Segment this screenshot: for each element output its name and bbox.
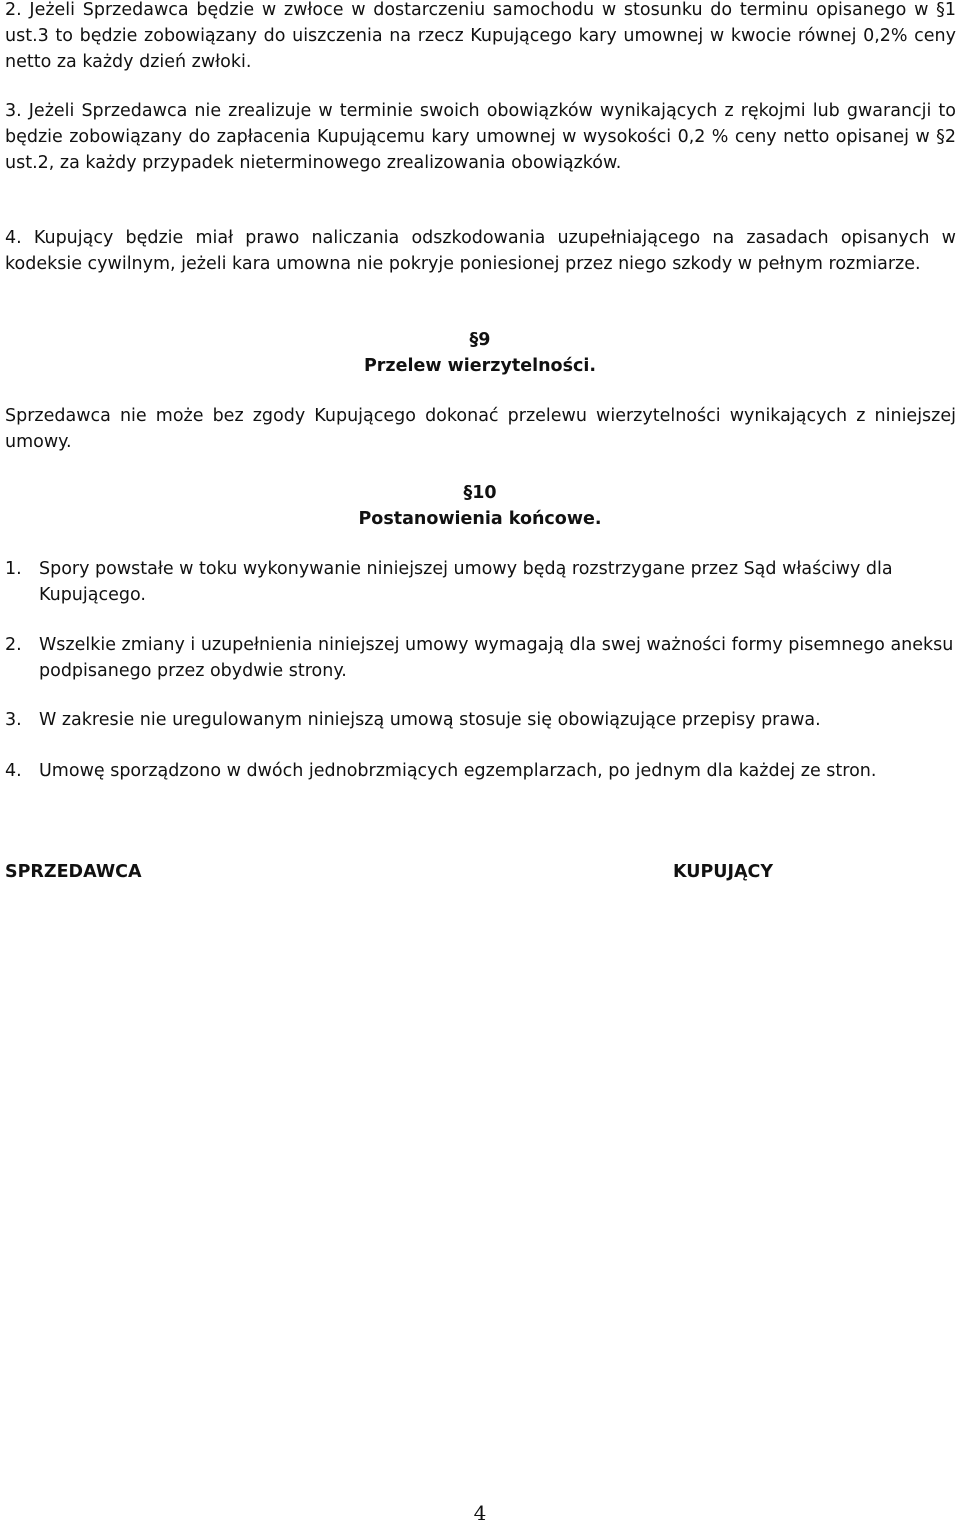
paragraph-3 [5,98,956,176]
final-item-1-number: 1. [5,559,22,579]
section-9-body: Sprzedawca nie może bez zgody Kupującego dokonać przelewu wierzytelności wynikających z niniejszej umowy. [5,406,956,452]
signature-buyer: KUPUJĄCY [673,862,774,882]
section-9-title: Przelew wierzytelności. [363,356,597,376]
section-10-number: §10 [463,483,497,503]
signature-seller: SPRZEDAWCA [5,862,142,882]
final-item-2-number: 2. [5,635,22,655]
paragraph-4-text: 4. Kupujący będzie miał prawo naliczania odszkodowania uzupełniającego na zasadach opisanych w kodeksie cywilnym, jeżeli kara umowna nie pokryje poniesionej przez niego szkody w pełnym rozmiarze. [5,228,956,274]
paragraph-2 [5,0,956,75]
paragraph-2-text: 2. Jeżeli Sprzedawca będzie w zwłoce w dostarczeniu samochodu w stosunku do terminu opisanego w §1 ust.3 to będzie zobowiązany do uiszczenia na rzecz Kupującego kary umownej w kwocie równej 0,2% ceny netto za każdy dzień zwłoki. [5,0,956,72]
final-item-2-text: Wszelkie zmiany i uzupełnienia niniejszej umowy wymagają dla swej ważności formy pisemnego aneksu podpisanego przez obydwie strony. [39,635,954,681]
final-item-3-number: 3. [5,710,22,730]
page-number: 4 [473,1501,487,1525]
section-9-number: §9 [469,330,491,350]
section-10-title: Postanowienia końcowe. [358,509,602,529]
paragraph-3-text: 3. Jeżeli Sprzedawca nie zrealizuje w terminie swoich obowiązków wynikających z rękojmi lub gwarancji to będzie zobowiązany do zapłacenia Kupującemu kary umownej w wysokości 0,2 % ceny netto opisanej w §2 ust.2, za każdy przypadek nieterminowego zrealizowania obowiązków. [5,101,956,173]
final-item-4-text: Umowę sporządzono w dwóch jednobrzmiących egzemplarzach, po jednym dla każdej ze stron. [39,761,877,781]
final-item-4-number: 4. [5,761,22,781]
paragraph-4 [5,225,956,277]
final-item-3-text: W zakresie nie uregulowanym niniejszą umową stosuje się obowiązujące przepisy prawa. [39,710,821,730]
final-item-1-text: Spory powstałe w toku wykonywanie niniejszej umowy będą rozstrzygane przez Sąd właściwy dla Kupującego. [39,559,893,605]
